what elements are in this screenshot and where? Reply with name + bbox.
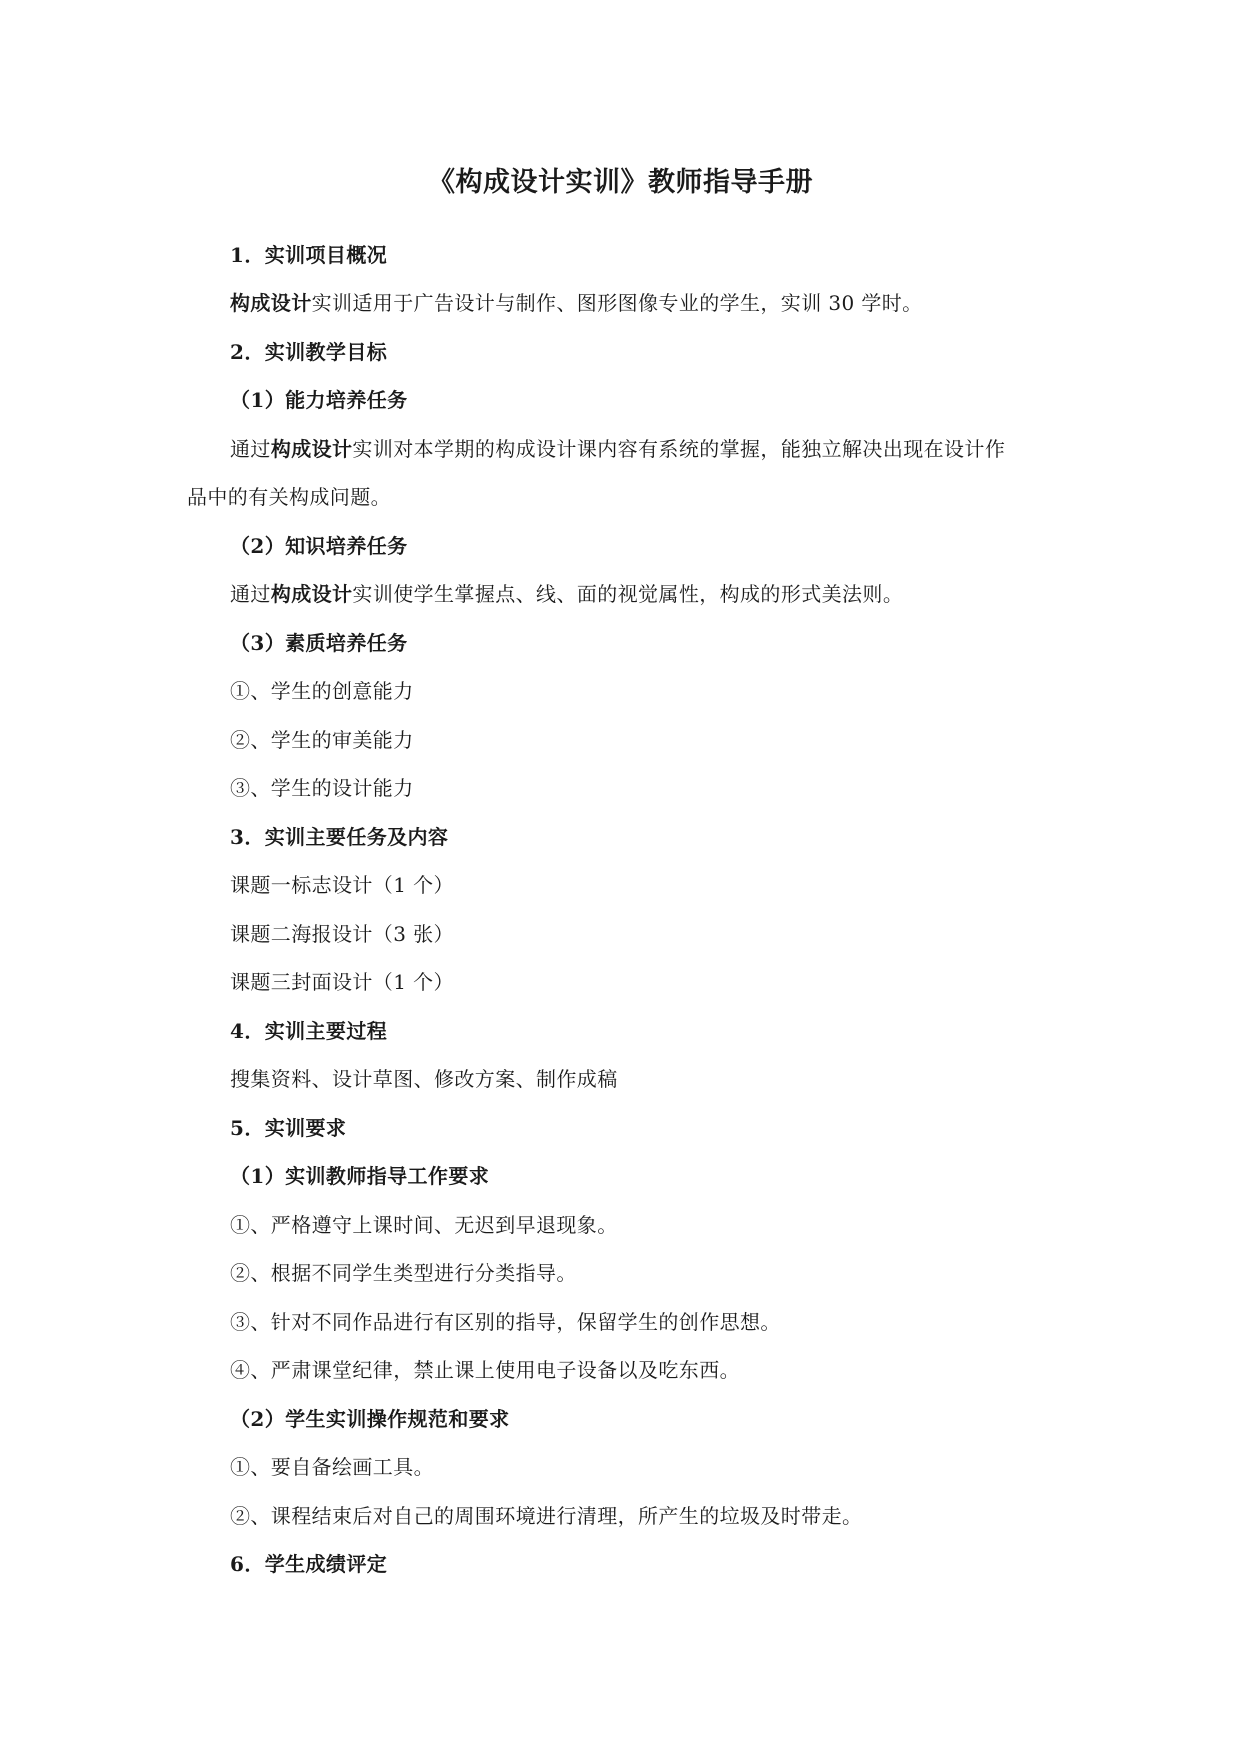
section-6-heading: 6．学生成绩评定 <box>230 1552 388 1576</box>
paragraph-text: 实训对本学期的构成设计课内容有系统的掌握，能独立解决出现在设计作 <box>352 437 1006 461</box>
list-item: 课题三封面设计（1 个） <box>230 970 454 994</box>
list-item: ②、学生的审美能力 <box>230 728 414 752</box>
paragraph-prefix: 通过 <box>230 437 271 461</box>
list-item: ①、学生的创意能力 <box>230 679 414 703</box>
paragraph-text: 实训使学生掌握点、线、面的视觉属性，构成的形式美法则。 <box>352 582 904 606</box>
subsection-teacher-heading: （1）实训教师指导工作要求 <box>230 1164 490 1188</box>
subsection-knowledge-paragraph <box>230 580 903 608</box>
subsection-ability-heading: （1）能力培养任务 <box>230 388 408 412</box>
paragraph-prefix: 通过 <box>230 582 271 606</box>
list-item: ①、要自备绘画工具。 <box>230 1455 434 1479</box>
list-item: ②、根据不同学生类型进行分类指导。 <box>230 1261 577 1285</box>
section-1-paragraph <box>230 289 923 317</box>
subsection-knowledge-heading: （2）知识培养任务 <box>230 534 408 558</box>
course-name-bold: 构成设计 <box>270 582 353 606</box>
section-3-heading: 3．实训主要任务及内容 <box>230 825 449 849</box>
list-item: ③、针对不同作品进行有区别的指导，保留学生的创作思想。 <box>230 1310 781 1334</box>
course-name-bold: 构成设计 <box>270 437 353 461</box>
course-name-bold: 构成设计 <box>230 291 312 315</box>
subsection-student-heading: （2）学生实训操作规范和要求 <box>230 1407 510 1431</box>
list-item: ②、课程结束后对自己的周围环境进行清理，所产生的垃圾及时带走。 <box>230 1504 863 1528</box>
list-item: ④、严肃课堂纪律，禁止课上使用电子设备以及吃东西。 <box>230 1358 740 1382</box>
subsection-ability-paragraph-line2: 品中的有关构成问题。 <box>187 485 391 509</box>
section-4-paragraph: 搜集资料、设计草图、修改方案、制作成稿 <box>230 1067 618 1091</box>
section-2-heading: 2．实训教学目标 <box>230 340 388 364</box>
section-1-paragraph-text: 实训适用于广告设计与制作、图形图像专业的学生，实训 30 学时。 <box>311 291 923 315</box>
list-item: 课题一标志设计（1 个） <box>230 873 454 897</box>
list-item: ①、严格遵守上课时间、无迟到早退现象。 <box>230 1213 618 1237</box>
section-5-heading: 5．实训要求 <box>230 1116 347 1140</box>
section-1-heading: 1．实训项目概况 <box>230 243 388 267</box>
subsection-ability-paragraph-line1 <box>230 435 1005 463</box>
section-4-heading: 4．实训主要过程 <box>230 1019 388 1043</box>
list-item: 课题二海报设计（3 张） <box>230 922 454 946</box>
document-title: 《构成设计实训》教师指导手册 <box>428 167 813 198</box>
list-item: ③、学生的设计能力 <box>230 776 414 800</box>
subsection-quality-heading: （3）素质培养任务 <box>230 631 408 655</box>
